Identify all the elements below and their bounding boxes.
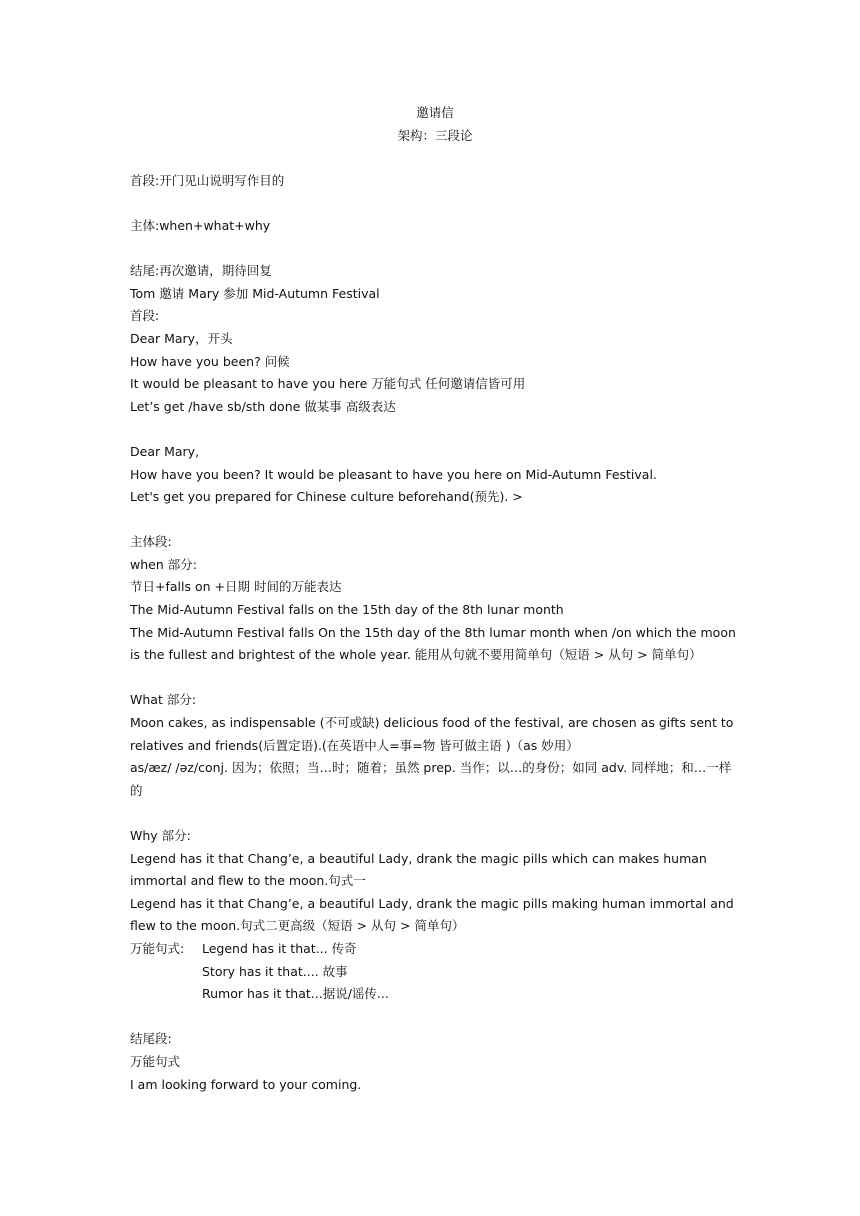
sample-opening-sentence: How have you been? It would be pleasant to have you here on Mid-Autumn Festival. (130, 466, 657, 482)
why-section-heading: Why 部分: (130, 828, 191, 843)
pattern-legend: Legend has it that... 传奇 (202, 940, 357, 956)
first-paragraph-note-1: Dear Mary，开头 (130, 330, 233, 346)
why-example-1: Legend has it that Chang’e, a beautiful Lady, drank the magic pills which can makes human immortal and flew to the moon.句式一 (130, 850, 707, 889)
document-title: 邀请信 (416, 105, 454, 120)
closing-example: I am looking forward to your coming. (130, 1076, 362, 1092)
document-subtitle: 架构：三段论 (397, 127, 473, 143)
document-page (130, 102, 740, 1096)
why-example-2: Legend has it that Chang’e, a beautiful Lady, drank the magic pills making human immortal and flew to the moon.句式二更高级（短语 > 从句 > 简单句） (130, 895, 734, 934)
outline-opening: 首段:开门见山说明写作目的 (130, 172, 285, 188)
when-example-2: The Mid-Autumn Festival falls On the 15th day of the 8th lumar month when /on which the moon is the fullest and brightest of the whole year. 能用从句就不要用简单句（短语 > 从句 > 简单句） (130, 624, 736, 663)
when-section-heading: when 部分: (130, 556, 197, 572)
sample-preparation-sentence: Let's get you prepared for Chinese culture beforehand(预先). > (130, 489, 523, 505)
blank-line (130, 802, 740, 825)
pattern-rumor: Rumor has it that...据说/谣传... (202, 986, 389, 1002)
blank-line (130, 667, 740, 690)
pattern-story: Story has it that.... 故事 (202, 963, 348, 979)
blank-line (130, 238, 740, 261)
blank-line (130, 509, 740, 532)
first-paragraph-note-2: How have you been? 问候 (130, 353, 290, 369)
blank-line (130, 192, 740, 215)
first-paragraph-note-4: Let’s get /have sb/sth done 做某事 高级表达 (130, 398, 396, 414)
main-body-heading: 主体段: (130, 534, 172, 550)
when-example-1: The Mid-Autumn Festival falls on the 15th day of the 8th lunar month (130, 602, 564, 618)
outline-topic: Tom 邀请 Mary 参加 Mid-Autumn Festival (130, 285, 380, 301)
as-usage-note: as/æz/ /əz/conj. 因为；依照；当…时；随着；虽然 prep. 当作；以…的身份；如同 adv. 同样地；和…一样的 (130, 760, 732, 798)
sample-salutation: Dear Mary, (130, 443, 200, 459)
first-paragraph-heading: 首段: (130, 308, 160, 324)
first-paragraph-note-3: It would be pleasant to have you here 万能句式 任何邀请信皆可用 (130, 376, 526, 392)
blank-line (130, 1006, 740, 1029)
blank-line (130, 418, 740, 441)
pattern-label: 万能句式: (130, 940, 185, 956)
when-pattern: 节日+falls on +日期 时间的万能表达 (130, 579, 342, 595)
what-section-heading: What 部分: (130, 692, 197, 708)
outline-body: 主体:when+what+why (130, 217, 271, 233)
pattern-row-1 (130, 938, 740, 961)
what-example: Moon cakes, as indispensable (不可或缺) delicious food of the festival, are chosen as gifts sent to relatives and friends(后置定语).(在英语中人=事=物 皆可做主语 )（as 妙用） (130, 715, 734, 753)
closing-section-heading: 结尾段: (130, 1031, 172, 1047)
closing-pattern-label: 万能句式 (130, 1053, 181, 1069)
blank-line (130, 147, 740, 170)
outline-closing: 结尾:再次邀请，期待回复 (130, 263, 272, 279)
